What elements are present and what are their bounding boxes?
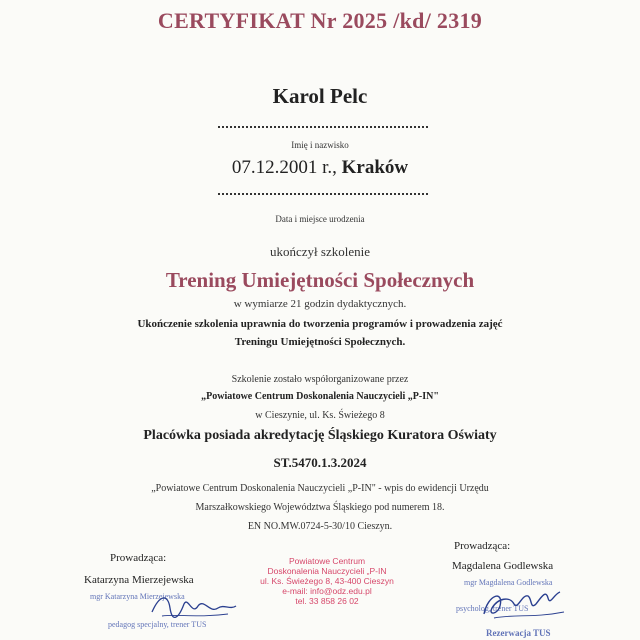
registry-text — [0, 479, 640, 536]
full-name-caption: Imię i nazwisko — [291, 140, 349, 150]
birth-date: 07.12.2001 r., — [231, 157, 337, 178]
coorganized-text: Szkolenie zostało współorganizowane przez — [231, 374, 409, 385]
birth-place: Kraków — [341, 157, 409, 178]
organizer-name: „Powiatowe Centrum Doskonalenia Nauczycieli „P-IN" — [201, 391, 439, 402]
entitlement-text — [0, 315, 640, 351]
organizer-address: w Cieszynie, ul. Ks. Świeżego 8 — [255, 410, 385, 421]
right-signature — [474, 584, 574, 624]
left-signer-role: Prowadząca: — [110, 552, 167, 564]
full-name: Karol Pelc — [272, 84, 368, 108]
course-name: Trening Umiejętności Społecznych — [165, 268, 475, 292]
stamp-line-1: Powiatowe Centrum — [288, 556, 366, 566]
stamp-line-5: tel. 33 858 26 02 — [295, 596, 359, 606]
accreditation-number: ST.5470.1.3.2024 — [273, 455, 367, 470]
registry-line-1: „Powiatowe Centrum Doskonalenia Nauczycieli „P-IN" - wpis do ewidencji Urzędu — [151, 483, 489, 494]
left-stamp-role: pedagog specjalny, trener TUS — [108, 620, 207, 629]
left-stamp-name: mgr Katarzyna Mierzejewska — [90, 592, 185, 601]
accreditation-text: Placówka posiada akredytację Śląskiego Kuratora Oświaty — [143, 428, 497, 443]
stamp-line-3: ul. Ks. Świeżego 8, 43-400 Cieszyn — [260, 576, 394, 586]
left-signature — [148, 590, 238, 622]
stamp-line-2: Doskonalenia Nauczycieli „P-IN — [267, 566, 387, 576]
registry-line-2: Marszałkowskiego Województwa Śląskiego pod numerem 18. — [195, 502, 445, 513]
hours-text: w wymiarze 21 godzin dydaktycznych. — [233, 298, 407, 310]
stamp-line-4: e-mail: info@odz.edu.pl — [282, 586, 372, 596]
registry-line-3: EN NO.MW.0724-5-30/10 Cieszyn. — [247, 521, 393, 532]
certificate-title: CERTYFIKAT Nr 2025 /kd/ 2319 — [157, 8, 483, 33]
right-stamp-name: mgr Magdalena Godlewska — [464, 578, 553, 587]
right-signer-role: Prowadząca: — [454, 540, 511, 552]
entitlement-line-1: Ukończenie szkolenia uprawnia do tworzenia programów i prowadzenia zajęć — [137, 318, 503, 330]
left-signer-name: Katarzyna Mierzejewska — [84, 574, 194, 586]
birth-dotted-line — [218, 193, 428, 195]
name-dotted-line — [218, 126, 428, 128]
right-stamp-role: psycholog, trener TUS — [456, 604, 529, 613]
birth-date-place — [0, 157, 640, 179]
entitlement-line-2: Treningu Umiejętności Społecznych. — [234, 336, 406, 348]
birth-caption: Data i miejsce urodzenia — [275, 214, 365, 224]
completed-text: ukończył szkolenie — [270, 244, 370, 259]
right-stamp-extra: Rezerwacja TUS — [486, 628, 551, 638]
right-signer-name: Magdalena Godlewska — [452, 560, 554, 572]
institution-stamp — [252, 556, 402, 606]
